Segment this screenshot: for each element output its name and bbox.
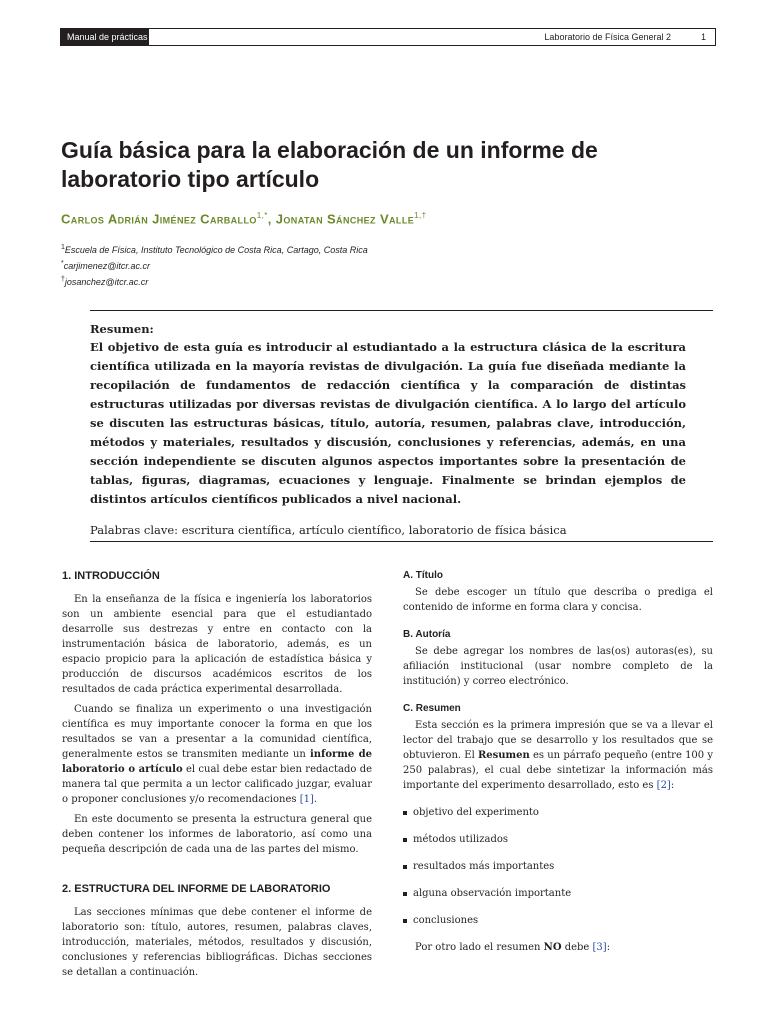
- bold-word: NO: [543, 942, 562, 953]
- text-run: .: [313, 794, 318, 805]
- affiliation-mark: 1: [61, 244, 65, 251]
- text-run: Esta sección es la primera impresión que se va a llevar el lector del trabajo que se desarrollo y los resultados que se obtuvieron. El: [403, 720, 713, 761]
- abstract-block: [90, 322, 686, 537]
- header-right-label: Laboratorio de Física General 2: [544, 32, 671, 42]
- section-1-paragraph-2: [62, 702, 372, 807]
- list-item: [403, 832, 713, 847]
- email-mark-1: *: [61, 260, 64, 267]
- list-item-text: conclusiones: [413, 915, 479, 926]
- list-item: [403, 886, 713, 901]
- email-mark-2: †: [61, 276, 65, 283]
- section-1-title: 1. INTRODUCCIÓN: [62, 570, 160, 582]
- author-1-name: Carlos Adrián Jiménez Carballo: [61, 211, 257, 227]
- top-rule: [90, 310, 713, 311]
- square-bullet-icon: [403, 838, 407, 842]
- square-bullet-icon: [403, 919, 407, 923]
- page-number: 1: [700, 32, 706, 42]
- subsection-c-title: C. Resumen: [403, 703, 461, 714]
- affiliation-line: [61, 241, 368, 257]
- author-separator: ,: [267, 211, 276, 227]
- subsection-b-title: B. Autoría: [403, 629, 451, 640]
- email-line-2: [61, 273, 368, 289]
- list-item: [403, 805, 713, 820]
- section-1-paragraph-3: En este documento se presenta la estructura general que deben contener los informes de laboratorio, así como una pequeña descripción de cada una de las partes del mismo.: [62, 814, 372, 855]
- section-2-paragraph-1: Las secciones mínimas que debe contener el informe de laboratorio son: título, autores, resumen, palabras claves, introducción, materiales, métodos, resultados y discusión, conclusiones y referencias bibliográficas. Dichas secciones se detallan a continuación.: [62, 907, 372, 978]
- text-run: el cual debe estar bien redactado de manera tal que permita a un lector calificado juzgar, evaluar o proponer conclusiones y/o recomendaciones: [62, 764, 373, 805]
- citation-link[interactable]: [2]: [656, 780, 671, 791]
- citation-link[interactable]: [3]: [592, 942, 607, 953]
- subsection-c-paragraph-1: [403, 718, 713, 793]
- affiliations: [61, 241, 368, 289]
- text-run: Cuando se finaliza un experimento o una investigación científica es muy importante conocer la forma en que los resultados se van a presentar a la comunidad científica, generalmente estos se transmiten mediante un: [62, 704, 372, 760]
- square-bullet-icon: [403, 811, 407, 815]
- left-column: [62, 570, 372, 985]
- section-1-paragraph-1: En la enseñanza de la física e ingeniería los laboratorios son un ambiente esencial para que el estudiantado desarrolle sus destrezas y entre en contacto con la instrumentación básica de laboratorio, además, es un espacio propicio para la aplicación de estadística básica y producción de discursos académicos escritos de los resultados de cada práctica experimental desarrollada.: [62, 594, 372, 695]
- subsection-c-paragraph-2: [403, 940, 713, 955]
- author-line: [61, 211, 426, 226]
- list-item-text: objetivo del experimento: [413, 807, 539, 818]
- abstract-heading: Resumen:: [90, 322, 154, 336]
- text-run: Por otro lado el resumen: [415, 942, 544, 953]
- keywords-line: Palabras clave: escritura científica, artículo científico, laboratorio de física básica: [90, 523, 567, 537]
- author-1-marks: 1,*: [256, 211, 268, 220]
- square-bullet-icon: [403, 865, 407, 869]
- text-run: :: [670, 780, 675, 791]
- section-2-title: 2. ESTRUCTURA DEL INFORME DE LABORATORIO: [62, 883, 331, 895]
- author-2-name: Jonatan Sánchez Valle: [275, 211, 415, 227]
- subsection-b-paragraph: Se debe agregar los nombres de las(os) autoras(es), su afiliación institucional (usar nombre completo de la institución) y correo electrónico.: [403, 646, 713, 687]
- abstract-contents-list: [403, 805, 713, 928]
- bottom-rule: [90, 541, 713, 542]
- text-run: debe: [561, 942, 593, 953]
- paper-title: Guía básica para la elaboración de un informe de laboratorio tipo artículo: [61, 137, 598, 192]
- bold-word: Resumen: [477, 750, 530, 761]
- right-column: [403, 570, 713, 960]
- list-item-text: resultados más importantes: [413, 861, 555, 872]
- list-item: [403, 913, 713, 928]
- abstract-text: El objetivo de esta guía es introducir al estudiantado a la estructura clásica de la escritura científica utilizada en la mayoría revistas de divulgación. La guía fue diseñada mediante la recopilación de fundamentos de redacción científica y la comparación de distintas estructuras utilizadas por diversas revistas de divulgación científica. A lo largo del artículo se discuten las estructuras básicas, título, autoría, resumen, palabras clave, introducción, métodos y materiales, resultados y discusión, conclusiones y referencias, además, en una sección independiente se discuten algunos aspectos importantes sobre la presentación de tablas, figuras, diagramas, ecuaciones y lenguaje. Finalmente se brindan ejemplos de distintos artículos científicos publicados a nivel nacional.: [90, 340, 686, 506]
- list-item-text: alguna observación importante: [413, 888, 572, 899]
- header-left-label: Manual de prácticas: [61, 29, 149, 45]
- running-header: [60, 28, 716, 46]
- text-run: :: [606, 942, 611, 953]
- author-2-marks: 1,†: [414, 211, 427, 220]
- email-2: josanchez@itcr.ac.cr: [64, 277, 149, 287]
- email-1: carjimenez@itcr.ac.cr: [63, 261, 151, 271]
- bold-phrase: informe de laboratorio o artículo: [62, 749, 372, 775]
- affiliation-text: Escuela de Física, Instituto Tecnológico de Costa Rica, Cartago, Costa Rica: [64, 245, 368, 255]
- list-item-text: métodos utilizados: [413, 834, 509, 845]
- email-line-1: [61, 257, 368, 273]
- list-item: [403, 859, 713, 874]
- subsection-a-title: A. Título: [403, 570, 443, 581]
- citation-link[interactable]: [1]: [299, 794, 314, 805]
- text-run: es un párrafo pequeño (entre 100 y 250 palabras), el cual debe sintetizar la información más importante del experimento desarrollado, esto es: [403, 750, 714, 791]
- subsection-a-paragraph: Se debe escoger un título que describa o prediga el contenido de informe en forma clara y concisa.: [403, 587, 713, 613]
- square-bullet-icon: [403, 892, 407, 896]
